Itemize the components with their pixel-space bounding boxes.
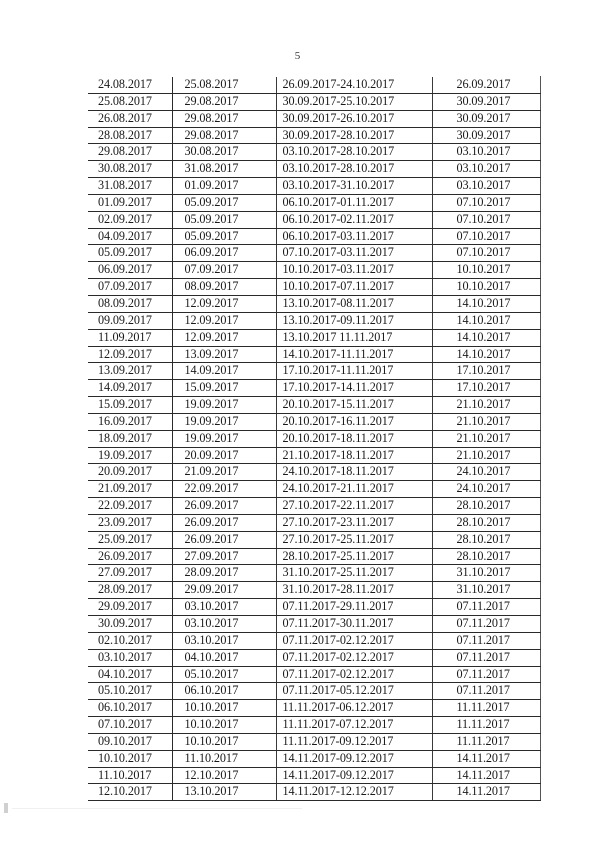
table-cell-period-col: 03.10.2017-31.10.2017 (276, 178, 432, 195)
table-cell-period-col: 30.09.2017-28.10.2017 (276, 127, 432, 144)
table-cell-date-col-1: 25.09.2017 (88, 531, 172, 548)
scan-artifact-mark (4, 803, 8, 813)
table-cell-date-col-1: 14.09.2017 (88, 380, 172, 397)
table-cell-date-col-2: 30.08.2017 (172, 144, 276, 161)
table-row (88, 178, 540, 195)
table-cell-date-col-2: 08.09.2017 (172, 279, 276, 296)
table-cell-date-col-4: 07.10.2017 (432, 194, 540, 211)
table-cell-date-col-4: 21.10.2017 (432, 447, 540, 464)
table-cell-date-col-2: 03.10.2017 (172, 616, 276, 633)
table-cell-date-col-1: 12.09.2017 (88, 346, 172, 363)
table-row (88, 514, 540, 531)
table-cell-date-col-1: 29.09.2017 (88, 599, 172, 616)
table-cell-date-col-2: 06.09.2017 (172, 245, 276, 262)
table-cell-date-col-4: 07.11.2017 (432, 666, 540, 683)
table-cell-period-col: 27.10.2017-22.11.2017 (276, 498, 432, 515)
table-cell-period-col: 07.11.2017-02.12.2017 (276, 649, 432, 666)
table-row (88, 548, 540, 565)
table-cell-date-col-2: 29.09.2017 (172, 582, 276, 599)
table-cell-date-col-2: 10.10.2017 (172, 733, 276, 750)
table-cell-date-col-2: 13.09.2017 (172, 346, 276, 363)
table-cell-date-col-2: 11.10.2017 (172, 750, 276, 767)
table-cell-date-col-4: 11.11.2017 (432, 733, 540, 750)
table-cell-date-col-2: 07.09.2017 (172, 262, 276, 279)
table-cell-date-col-4: 10.10.2017 (432, 279, 540, 296)
table-row (88, 161, 540, 178)
table-cell-date-col-2: 10.10.2017 (172, 717, 276, 734)
table-cell-date-col-2: 29.08.2017 (172, 127, 276, 144)
table-cell-period-col: 31.10.2017-25.11.2017 (276, 565, 432, 582)
table-cell-date-col-4: 03.10.2017 (432, 144, 540, 161)
table-row (88, 649, 540, 666)
table-cell-date-col-4: 07.11.2017 (432, 616, 540, 633)
table-row (88, 245, 540, 262)
table-cell-date-col-2: 21.09.2017 (172, 464, 276, 481)
table-row (88, 397, 540, 414)
table-cell-date-col-1: 11.10.2017 (88, 767, 172, 784)
table-cell-date-col-1: 28.09.2017 (88, 582, 172, 599)
table-cell-date-col-2: 12.09.2017 (172, 329, 276, 346)
table-cell-date-col-4: 30.09.2017 (432, 93, 540, 110)
table-cell-date-col-4: 31.10.2017 (432, 565, 540, 582)
table-cell-date-col-4: 14.10.2017 (432, 346, 540, 363)
table-row (88, 632, 540, 649)
table-row (88, 750, 540, 767)
table-cell-period-col: 07.10.2017-03.11.2017 (276, 245, 432, 262)
table-cell-date-col-4: 28.10.2017 (432, 514, 540, 531)
table-row (88, 380, 540, 397)
table-cell-date-col-1: 28.08.2017 (88, 127, 172, 144)
table-cell-date-col-4: 07.11.2017 (432, 649, 540, 666)
table-cell-date-col-2: 19.09.2017 (172, 397, 276, 414)
table-cell-date-col-2: 03.10.2017 (172, 632, 276, 649)
table-cell-date-col-4: 21.10.2017 (432, 413, 540, 430)
table-row (88, 717, 540, 734)
table-cell-period-col: 10.10.2017-07.11.2017 (276, 279, 432, 296)
table-row (88, 464, 540, 481)
table-cell-period-col: 07.11.2017-29.11.2017 (276, 599, 432, 616)
table-cell-period-col: 27.10.2017-23.11.2017 (276, 514, 432, 531)
table-cell-date-col-4: 14.10.2017 (432, 295, 540, 312)
table-cell-date-col-1: 26.09.2017 (88, 548, 172, 565)
table-row (88, 430, 540, 447)
table-cell-date-col-1: 08.09.2017 (88, 295, 172, 312)
table-row (88, 565, 540, 582)
table-cell-period-col: 31.10.2017-28.11.2017 (276, 582, 432, 599)
table-cell-date-col-1: 05.10.2017 (88, 683, 172, 700)
table-cell-date-col-4: 07.10.2017 (432, 211, 540, 228)
table-row (88, 346, 540, 363)
table-row (88, 363, 540, 380)
table-cell-date-col-1: 30.09.2017 (88, 616, 172, 633)
table-cell-period-col: 13.10.2017-09.11.2017 (276, 312, 432, 329)
table-row (88, 700, 540, 717)
table-row (88, 93, 540, 110)
table-cell-period-col: 13.10.2017 11.11.2017 (276, 329, 432, 346)
table-cell-date-col-2: 05.09.2017 (172, 211, 276, 228)
table-cell-date-col-4: 21.10.2017 (432, 430, 540, 447)
table-cell-date-col-2: 03.10.2017 (172, 599, 276, 616)
table-cell-period-col: 20.10.2017-18.11.2017 (276, 430, 432, 447)
table-cell-date-col-4: 11.11.2017 (432, 700, 540, 717)
table-cell-date-col-1: 29.08.2017 (88, 144, 172, 161)
table-cell-date-col-2: 26.09.2017 (172, 531, 276, 548)
table-cell-date-col-4: 31.10.2017 (432, 582, 540, 599)
table-row (88, 413, 540, 430)
table-cell-date-col-4: 14.11.2017 (432, 767, 540, 784)
table-row (88, 447, 540, 464)
table-row (88, 228, 540, 245)
table-row (88, 329, 540, 346)
table-cell-date-col-2: 26.09.2017 (172, 514, 276, 531)
table-cell-period-col: 28.10.2017-25.11.2017 (276, 548, 432, 565)
table-cell-period-col: 11.11.2017-09.12.2017 (276, 733, 432, 750)
table-cell-date-col-1: 07.09.2017 (88, 279, 172, 296)
table-cell-date-col-2: 29.08.2017 (172, 110, 276, 127)
table-cell-date-col-2: 25.08.2017 (172, 77, 276, 94)
table-cell-date-col-1: 06.09.2017 (88, 262, 172, 279)
table-row (88, 110, 540, 127)
table-cell-period-col: 14.10.2017-11.11.2017 (276, 346, 432, 363)
table-cell-date-col-1: 27.09.2017 (88, 565, 172, 582)
table-cell-date-col-2: 06.10.2017 (172, 683, 276, 700)
table-cell-date-col-1: 22.09.2017 (88, 498, 172, 515)
table-cell-date-col-1: 01.09.2017 (88, 194, 172, 211)
table-cell-period-col: 20.10.2017-16.11.2017 (276, 413, 432, 430)
table-cell-date-col-4: 14.10.2017 (432, 312, 540, 329)
table-cell-period-col: 17.10.2017-11.11.2017 (276, 363, 432, 380)
page-number: 5 (294, 50, 301, 62)
table-row (88, 582, 540, 599)
table-cell-date-col-2: 22.09.2017 (172, 481, 276, 498)
table-cell-date-col-4: 28.10.2017 (432, 548, 540, 565)
table-cell-date-col-2: 12.10.2017 (172, 767, 276, 784)
table-cell-date-col-4: 07.10.2017 (432, 245, 540, 262)
table-cell-date-col-2: 05.10.2017 (172, 666, 276, 683)
dates-table (88, 76, 541, 801)
table-cell-period-col: 07.11.2017-02.12.2017 (276, 632, 432, 649)
table-cell-period-col: 24.10.2017-18.11.2017 (276, 464, 432, 481)
table-cell-period-col: 24.10.2017-21.11.2017 (276, 481, 432, 498)
table-cell-period-col: 14.11.2017-09.12.2017 (276, 750, 432, 767)
table-cell-date-col-1: 31.08.2017 (88, 178, 172, 195)
table-cell-date-col-1: 02.09.2017 (88, 211, 172, 228)
table-cell-date-col-1: 04.09.2017 (88, 228, 172, 245)
table-cell-period-col: 11.11.2017-07.12.2017 (276, 717, 432, 734)
table-row (88, 127, 540, 144)
table-cell-date-col-2: 19.09.2017 (172, 430, 276, 447)
table-cell-date-col-4: 07.11.2017 (432, 683, 540, 700)
table-cell-date-col-1: 16.09.2017 (88, 413, 172, 430)
table-cell-date-col-4: 03.10.2017 (432, 161, 540, 178)
table-cell-date-col-2: 31.08.2017 (172, 161, 276, 178)
table-row (88, 279, 540, 296)
table-cell-date-col-2: 28.09.2017 (172, 565, 276, 582)
table-cell-date-col-1: 30.08.2017 (88, 161, 172, 178)
table-cell-date-col-1: 25.08.2017 (88, 93, 172, 110)
table-cell-date-col-1: 03.10.2017 (88, 649, 172, 666)
table-row (88, 481, 540, 498)
table-cell-date-col-2: 01.09.2017 (172, 178, 276, 195)
table-cell-period-col: 20.10.2017-15.11.2017 (276, 397, 432, 414)
table-cell-date-col-4: 14.11.2017 (432, 784, 540, 801)
table-cell-date-col-4: 14.11.2017 (432, 750, 540, 767)
table-cell-date-col-2: 29.08.2017 (172, 93, 276, 110)
table-cell-date-col-1: 05.09.2017 (88, 245, 172, 262)
table-cell-date-col-1: 12.10.2017 (88, 784, 172, 801)
scan-artifact-line (12, 808, 302, 809)
table-cell-date-col-4: 28.10.2017 (432, 498, 540, 515)
table-cell-date-col-2: 12.09.2017 (172, 295, 276, 312)
table-body (88, 77, 540, 801)
table-cell-date-col-4: 07.11.2017 (432, 632, 540, 649)
table-cell-period-col: 07.11.2017-05.12.2017 (276, 683, 432, 700)
table-cell-date-col-4: 28.10.2017 (432, 531, 540, 548)
table-cell-date-col-2: 13.10.2017 (172, 784, 276, 801)
table-cell-date-col-2: 14.09.2017 (172, 363, 276, 380)
table-cell-date-col-1: 02.10.2017 (88, 632, 172, 649)
table-cell-date-col-1: 09.10.2017 (88, 733, 172, 750)
table-cell-date-col-1: 09.09.2017 (88, 312, 172, 329)
table-cell-date-col-1: 06.10.2017 (88, 700, 172, 717)
table-cell-date-col-1: 26.08.2017 (88, 110, 172, 127)
table-row (88, 683, 540, 700)
table-cell-date-col-4: 17.10.2017 (432, 363, 540, 380)
table-cell-date-col-1: 10.10.2017 (88, 750, 172, 767)
table-row (88, 599, 540, 616)
table-cell-date-col-1: 15.09.2017 (88, 397, 172, 414)
table-cell-date-col-4: 17.10.2017 (432, 380, 540, 397)
table-cell-period-col: 14.11.2017-12.12.2017 (276, 784, 432, 801)
table-row (88, 262, 540, 279)
table-cell-period-col: 27.10.2017-25.11.2017 (276, 531, 432, 548)
table-cell-period-col: 30.09.2017-25.10.2017 (276, 93, 432, 110)
table-cell-date-col-2: 12.09.2017 (172, 312, 276, 329)
table-cell-date-col-1: 04.10.2017 (88, 666, 172, 683)
table-cell-date-col-4: 11.11.2017 (432, 717, 540, 734)
table-row (88, 77, 540, 94)
table-cell-date-col-4: 07.11.2017 (432, 599, 540, 616)
table-row (88, 194, 540, 211)
table-cell-date-col-4: 30.09.2017 (432, 127, 540, 144)
table-cell-period-col: 07.11.2017-02.12.2017 (276, 666, 432, 683)
table-cell-date-col-2: 05.09.2017 (172, 194, 276, 211)
table-cell-date-col-1: 23.09.2017 (88, 514, 172, 531)
table-row (88, 733, 540, 750)
table-row (88, 784, 540, 801)
table-row (88, 312, 540, 329)
table-cell-period-col: 13.10.2017-08.11.2017 (276, 295, 432, 312)
table-cell-date-col-1: 07.10.2017 (88, 717, 172, 734)
table-cell-date-col-1: 13.09.2017 (88, 363, 172, 380)
table-cell-period-col: 03.10.2017-28.10.2017 (276, 161, 432, 178)
table-cell-period-col: 11.11.2017-06.12.2017 (276, 700, 432, 717)
table-cell-date-col-4: 07.10.2017 (432, 228, 540, 245)
table-cell-date-col-4: 14.10.2017 (432, 329, 540, 346)
table-cell-date-col-2: 15.09.2017 (172, 380, 276, 397)
table-row (88, 531, 540, 548)
table-cell-period-col: 21.10.2017-18.11.2017 (276, 447, 432, 464)
table-cell-date-col-4: 21.10.2017 (432, 397, 540, 414)
table-cell-date-col-4: 26.09.2017 (432, 77, 540, 94)
table-cell-date-col-4: 24.10.2017 (432, 464, 540, 481)
table-cell-date-col-2: 05.09.2017 (172, 228, 276, 245)
table-row (88, 767, 540, 784)
table-cell-date-col-2: 10.10.2017 (172, 700, 276, 717)
table-cell-date-col-4: 24.10.2017 (432, 481, 540, 498)
table-cell-period-col: 06.10.2017-02.11.2017 (276, 211, 432, 228)
table-row (88, 498, 540, 515)
table-cell-date-col-2: 19.09.2017 (172, 413, 276, 430)
table-row (88, 616, 540, 633)
table-row (88, 295, 540, 312)
table-row (88, 144, 540, 161)
table-cell-date-col-1: 24.08.2017 (88, 77, 172, 94)
table-cell-date-col-1: 21.09.2017 (88, 481, 172, 498)
table-cell-date-col-1: 18.09.2017 (88, 430, 172, 447)
table-row (88, 666, 540, 683)
table-cell-date-col-1: 11.09.2017 (88, 329, 172, 346)
table-cell-date-col-2: 04.10.2017 (172, 649, 276, 666)
table-cell-period-col: 17.10.2017-14.11.2017 (276, 380, 432, 397)
table-cell-date-col-1: 19.09.2017 (88, 447, 172, 464)
table-cell-period-col: 03.10.2017-28.10.2017 (276, 144, 432, 161)
table-cell-date-col-2: 26.09.2017 (172, 498, 276, 515)
table-cell-date-col-2: 27.09.2017 (172, 548, 276, 565)
table-cell-date-col-4: 03.10.2017 (432, 178, 540, 195)
table-cell-period-col: 06.10.2017-03.11.2017 (276, 228, 432, 245)
table-cell-date-col-4: 10.10.2017 (432, 262, 540, 279)
table-cell-period-col: 06.10.2017-01.11.2017 (276, 194, 432, 211)
table-cell-date-col-4: 30.09.2017 (432, 110, 540, 127)
table-cell-period-col: 30.09.2017-26.10.2017 (276, 110, 432, 127)
table-cell-period-col: 26.09.2017-24.10.2017 (276, 77, 432, 94)
table-cell-period-col: 07.11.2017-30.11.2017 (276, 616, 432, 633)
table-cell-date-col-2: 20.09.2017 (172, 447, 276, 464)
table-cell-period-col: 10.10.2017-03.11.2017 (276, 262, 432, 279)
table-cell-period-col: 14.11.2017-09.12.2017 (276, 767, 432, 784)
table-cell-date-col-1: 20.09.2017 (88, 464, 172, 481)
table-row (88, 211, 540, 228)
